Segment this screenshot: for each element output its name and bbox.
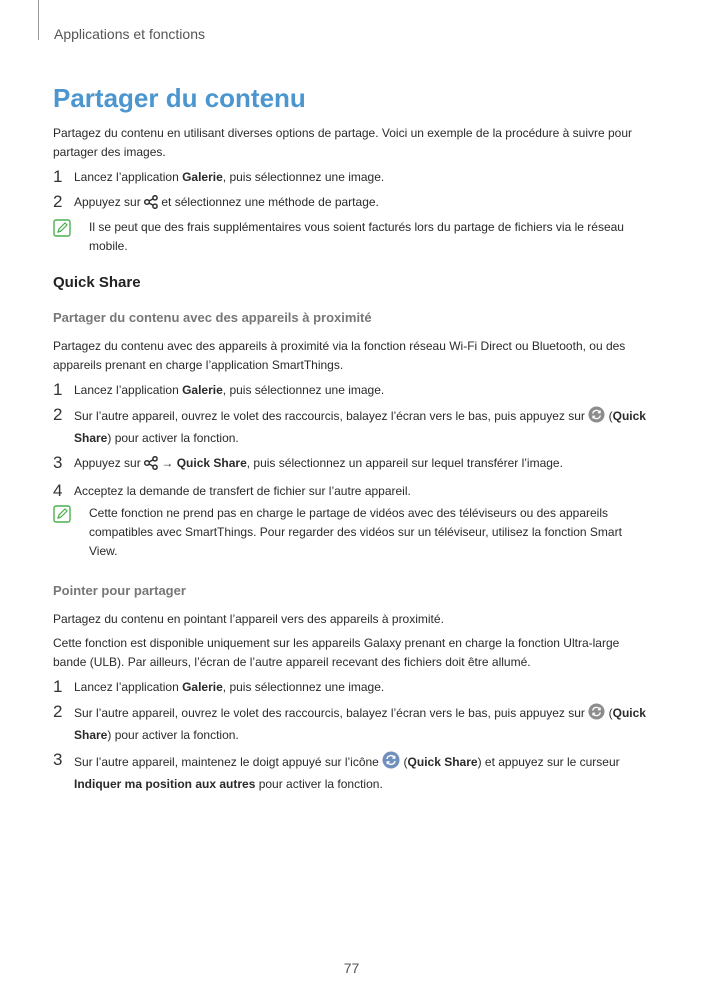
step-text xyxy=(74,168,653,187)
step-text-paren: ( xyxy=(605,409,613,423)
nearby-paragraph: Partagez du contenu avec des appareils à proximité via la fonction réseau Wi-Fi Direct ou Bluetooth, ou des appareils prenant en charge l’application SmartThings. xyxy=(53,339,626,372)
feature-name-quick-share: Quick Share xyxy=(176,456,247,470)
step-nearby-4 xyxy=(53,482,653,501)
running-head: Applications et fonctions xyxy=(54,26,205,42)
step-pointer-2 xyxy=(53,703,653,745)
step-text-post: , puis sélectionnez un appareil sur lequel transférer l’image. xyxy=(246,456,563,470)
section-heading-quick-share: Quick Share xyxy=(53,274,141,291)
step-text-post: ) pour activer la fonction. xyxy=(107,431,239,445)
side-rule xyxy=(38,0,39,40)
step-text-post: ) pour activer la fonction. xyxy=(107,728,239,742)
step-text-pre: Lancez l’application xyxy=(74,170,183,184)
step-text-post: et sélectionnez une méthode de partage. xyxy=(158,195,379,209)
step-number: 2 xyxy=(53,702,63,721)
page-title: Partager du contenu xyxy=(53,83,306,113)
app-name-galerie: Galerie xyxy=(182,383,223,397)
step-text-pre: Appuyez sur xyxy=(74,195,145,209)
step-text xyxy=(74,703,653,745)
step-text-paren: ( xyxy=(605,706,613,720)
setting-name-indiquer-position: Indiquer ma position aux autres xyxy=(74,777,256,791)
note-main xyxy=(53,218,653,256)
step-number: 2 xyxy=(53,192,63,211)
step-text-post: , puis sélectionnez une image. xyxy=(222,170,385,184)
note-text: Il se peut que des frais supplémentaires vous soient facturés lors du partage de fichiers via le réseau mobile. xyxy=(89,220,624,253)
step-text-paren: ( xyxy=(400,755,408,769)
step-text-pre: Appuyez sur xyxy=(74,456,145,470)
app-name-galerie: Galerie xyxy=(182,170,223,184)
page-number: 77 xyxy=(343,960,360,976)
step-text-pre: Sur l’autre appareil, ouvrez le volet des raccourcis, balayez l’écran vers le bas, puis appuyez sur xyxy=(74,706,589,720)
step-text xyxy=(74,381,653,400)
step-text-arrow: → xyxy=(158,456,177,470)
step-text-post: pour activer la fonction. xyxy=(255,777,383,791)
step-number: 3 xyxy=(53,453,63,472)
step-pointer-1 xyxy=(53,678,653,697)
step-main-2 xyxy=(53,193,653,215)
step-text xyxy=(74,751,653,794)
step-text xyxy=(74,406,653,448)
step-nearby-2 xyxy=(53,406,653,448)
feature-name-quick-share: Quick Share xyxy=(74,706,646,742)
step-text-pre: Sur l’autre appareil, maintenez le doigt appuyé sur l’icône xyxy=(74,755,383,769)
quick-share-icon xyxy=(588,703,605,726)
share-icon xyxy=(144,456,158,476)
step-text xyxy=(74,193,653,215)
step-text-post: , puis sélectionnez une image. xyxy=(222,680,385,694)
app-name-galerie: Galerie xyxy=(182,680,223,694)
step-main-1 xyxy=(53,168,653,187)
step-text-pre: Lancez l’application xyxy=(74,680,183,694)
step-text-mid: ) et appuyez sur le curseur xyxy=(477,755,620,769)
feature-name-quick-share: Quick Share xyxy=(74,409,646,445)
step-text xyxy=(74,454,653,476)
pointer-paragraph-2: Cette fonction est disponible uniquement sur les appareils Galaxy prenant en charge la fonction Ultra-large bande (ULB). Par ailleurs, l’écran de l’autre appareil recevant des fichiers doit être allumé. xyxy=(53,636,620,669)
feature-name-quick-share: Quick Share xyxy=(407,755,478,769)
note-icon xyxy=(53,218,89,237)
share-icon xyxy=(144,195,158,215)
quick-share-icon xyxy=(588,406,605,429)
step-text: Acceptez la demande de transfert de fichier sur l’autre appareil. xyxy=(74,484,411,498)
step-number: 1 xyxy=(53,380,63,399)
note-text: Cette fonction ne prend pas en charge le partage de vidéos avec des téléviseurs ou des appareils compatibles avec SmartThings. Pour regarder des vidéos sur un téléviseur, utilisez la fonction Smart View. xyxy=(89,506,622,558)
step-nearby-1 xyxy=(53,381,653,400)
step-text-post: , puis sélectionnez une image. xyxy=(222,383,385,397)
step-nearby-3 xyxy=(53,454,653,476)
content xyxy=(53,124,653,794)
step-number: 2 xyxy=(53,405,63,424)
step-text-pre: Sur l’autre appareil, ouvrez le volet des raccourcis, balayez l’écran vers le bas, puis appuyez sur xyxy=(74,409,589,423)
note-icon xyxy=(53,504,89,523)
step-number: 1 xyxy=(53,677,63,696)
step-number: 1 xyxy=(53,167,63,186)
subheading-nearby: Partager du contenu avec des appareils à proximité xyxy=(53,310,372,325)
quick-share-icon xyxy=(382,751,400,775)
step-text xyxy=(74,678,653,697)
nearby-steps xyxy=(53,381,653,561)
pointer-steps xyxy=(53,678,653,794)
pointer-paragraph-1: Partagez du contenu en pointant l’appareil vers des appareils à proximité. xyxy=(53,612,444,626)
subheading-pointer: Pointer pour partager xyxy=(53,583,186,598)
intro-paragraph: Partagez du contenu en utilisant diverses options de partage. Voici un exemple de la procédure à suivre pour partager des images. xyxy=(53,126,633,159)
step-pointer-3 xyxy=(53,751,653,794)
note-nearby xyxy=(53,504,653,561)
step-number: 3 xyxy=(53,750,63,769)
step-text-pre: Lancez l’application xyxy=(74,383,183,397)
step-number: 4 xyxy=(53,481,63,500)
